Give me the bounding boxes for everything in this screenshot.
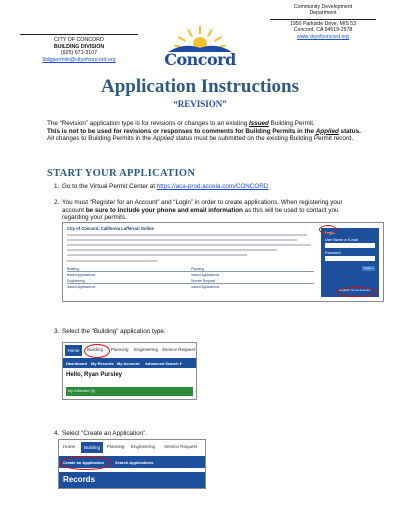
service-link-planning[interactable]: Planning [191,267,204,271]
register-link[interactable]: Register for an Account [339,288,371,292]
header-divider [270,19,376,20]
search-applications-link[interactable]: Search Applications [115,459,154,465]
portal-title: City of Concord, California Lafferrari Online [67,226,154,231]
nav-home[interactable]: Home [63,444,76,449]
login-heading: Login [325,231,335,235]
services-table [67,267,314,294]
applied-emphasis: Applied [152,135,174,143]
permit-center-link[interactable]: https://aca-prod.accela.com/CONCORD [156,183,269,190]
text-line [67,249,277,251]
create-highlight-circle [60,456,112,470]
step-number: 2. [54,199,60,206]
subnav-my-records[interactable]: My Records [91,360,114,366]
nav-engineering[interactable]: Engineering [134,347,159,352]
login-button[interactable]: Login » [363,266,374,270]
records-heading: Records [63,475,96,484]
nav-planning[interactable]: Planning [111,347,129,352]
division-phone: (925) 671-3107 [60,50,98,57]
step-number: 3. [54,328,60,335]
intro-paragraph [47,120,367,143]
department-label: Department [309,10,337,17]
register-highlight-circle [336,287,378,297]
create-application-screenshot [58,439,206,489]
page-subtitle: “REVISION” [173,99,227,109]
issued-emphasis: Issued [248,120,269,127]
step-number: 4. [54,430,60,437]
step-4 [54,430,362,438]
applied-emphasis: Applied [315,127,339,135]
text-line [67,234,307,236]
division-name: BUILDING DIVISION [53,43,105,50]
intro-text: The “Revision” application type is for revisions or changes to an existing [47,120,249,127]
step-emphasis: be sure to include your phone and email information [85,206,243,214]
text-line [67,254,247,256]
step-text: as this will be used to contact you regarding your permits. [62,206,339,222]
password-input[interactable] [325,256,375,261]
greeting: Hello, Ryan Pursley [66,372,123,378]
step-1 [54,183,362,191]
intro-text: All changes to Building Permits in the [47,135,153,143]
step-3 [54,328,362,336]
username-label: User Name or E-mail: [325,238,359,242]
city-name: CITY OF CONCORD [54,37,104,43]
service-link-service-request[interactable]: Service Request [191,279,216,283]
service-link-building[interactable]: Building [67,267,79,271]
text-line [67,239,297,241]
intro-text: status must be submitted on the existing Building Permit record. [173,135,354,143]
sub-nav [63,358,196,368]
nav-service-request[interactable]: Service Request [164,444,198,449]
step-number: 1. [54,183,60,190]
nav-building-active[interactable]: Building [81,442,103,453]
login-highlight-circle [319,225,337,234]
city-state-zip: Concord, CA 94519-2578 [293,27,353,34]
collection-bar[interactable]: My Collection (0) [66,387,193,396]
warning-text: status. [338,127,361,135]
department-name: Community Development [293,4,353,10]
concord-logo [160,22,240,68]
subnav-advanced-search[interactable]: Advanced Search ▾ [145,360,182,366]
nav-building[interactable]: Building [87,347,104,352]
nav-planning[interactable]: Planning [107,444,125,449]
logo-wordmark: Concord [164,50,236,69]
subnav-dashboard[interactable]: Dashboard [66,360,87,366]
step-text: You must “Register for an Account” and “Login” in order to create applications. When registering your account [62,199,343,214]
main-nav [59,440,205,456]
address-line: 1950 Parkside Drive, M/S 53 [289,20,357,27]
issued-link[interactable]: Issued Applications [67,273,96,277]
website-link[interactable]: www.cityofconcord.org [297,33,349,40]
section-heading: START YOUR APPLICATION [47,168,196,179]
step-text: Select “Create an Application”. [62,430,148,437]
header-contact-right [262,4,384,40]
records-banner [59,472,205,488]
division-email-link[interactable]: bldgpermits@cityofconcord.org [42,56,116,63]
step-text: Select the “Building” application type. [62,328,166,335]
step-2 [54,199,362,222]
nav-engineering[interactable]: Engineering [131,444,156,449]
text-line [67,260,157,262]
nav-service-request[interactable]: Service Request [162,347,196,352]
divider [67,271,314,272]
issued-link[interactable]: Issued Applications [191,273,220,277]
divider [67,283,314,284]
intro-text: Building Permit. [268,120,315,127]
warning-text: This is not to be used for revisions or responses to comments for Building Permits in the [47,127,316,135]
text-line [67,244,311,246]
issued-link[interactable]: Issued Applications [191,285,220,289]
login-page-screenshot [62,222,384,302]
page-title: Application Instructions [101,76,299,97]
header-contact-left [20,34,138,63]
issued-link[interactable]: Issued Applications [67,285,96,289]
building-tab-screenshot [62,342,197,400]
password-label: Password: [325,251,342,255]
subnav-my-account[interactable]: My Account [117,360,140,366]
create-application-link[interactable]: Create an Application [63,459,104,465]
service-link-engineering[interactable]: Engineering [67,279,85,283]
nav-home[interactable]: Home [65,345,82,356]
step-text: Go to the Virtual Permit Center at [62,183,157,190]
building-highlight-circle [84,344,110,358]
username-input[interactable] [325,243,375,248]
main-nav [63,343,196,358]
